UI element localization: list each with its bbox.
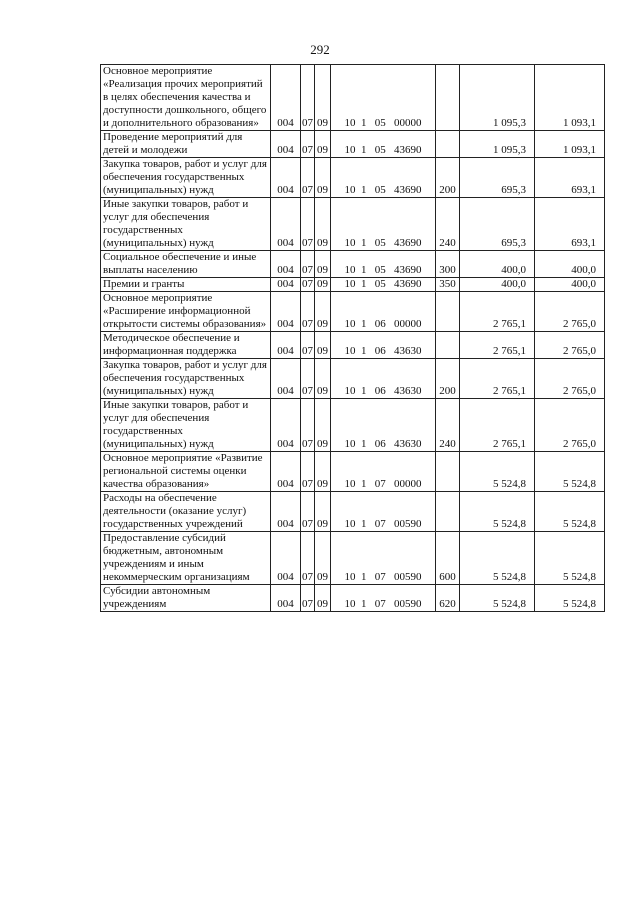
table-row [101, 332, 605, 359]
cell-amount-1: 2 765,1 [460, 292, 535, 332]
row-name: Социальное обеспечение и иные выплаты населению [101, 251, 271, 278]
cell-admin-code: 004 [271, 492, 301, 532]
cell-amount-2: 5 524,8 [535, 452, 605, 492]
cell-subsection-code: 09 [315, 251, 331, 278]
cell-admin-code: 004 [271, 158, 301, 198]
table-row [101, 492, 605, 532]
cell-subsection-code: 09 [315, 278, 331, 292]
row-name: Иные закупки товаров, работ и услуг для обеспечения государственных (муниципальных) нужд [101, 399, 271, 452]
table-row [101, 452, 605, 492]
table-row [101, 585, 605, 612]
cell-target-article: 10 1 06 00000 [331, 292, 436, 332]
cell-section-code: 07 [301, 452, 315, 492]
cell-target-article: 10 1 06 43630 [331, 332, 436, 359]
cell-amount-2: 400,0 [535, 251, 605, 278]
cell-subsection-code: 09 [315, 532, 331, 585]
cell-admin-code: 004 [271, 131, 301, 158]
cell-target-article: 10 1 07 00590 [331, 532, 436, 585]
cell-admin-code: 004 [271, 278, 301, 292]
cell-expense-type: 200 [436, 359, 460, 399]
cell-subsection-code: 09 [315, 585, 331, 612]
cell-subsection-code: 09 [315, 292, 331, 332]
cell-expense-type: 620 [436, 585, 460, 612]
cell-amount-2: 2 765,0 [535, 332, 605, 359]
cell-expense-type: 300 [436, 251, 460, 278]
cell-section-code: 07 [301, 131, 315, 158]
cell-section-code: 07 [301, 251, 315, 278]
cell-amount-1: 2 765,1 [460, 332, 535, 359]
row-name: Иные закупки товаров, работ и услуг для обеспечения государственных (муниципальных) нужд [101, 198, 271, 251]
cell-admin-code: 004 [271, 359, 301, 399]
cell-target-article: 10 1 05 00000 [331, 65, 436, 131]
cell-amount-2: 693,1 [535, 198, 605, 251]
row-name: Предоставление субсидий бюджетным, автономным учреждениям и иным некоммерческим организациям [101, 532, 271, 585]
table-row [101, 65, 605, 131]
cell-amount-2: 5 524,8 [535, 585, 605, 612]
cell-subsection-code: 09 [315, 198, 331, 251]
cell-subsection-code: 09 [315, 359, 331, 399]
cell-expense-type: 240 [436, 198, 460, 251]
row-name: Расходы на обеспечение деятельности (оказание услуг) государственных учреждений [101, 492, 271, 532]
cell-amount-1: 695,3 [460, 158, 535, 198]
cell-amount-1: 5 524,8 [460, 492, 535, 532]
cell-expense-type [436, 492, 460, 532]
cell-expense-type: 200 [436, 158, 460, 198]
cell-expense-type [436, 452, 460, 492]
cell-target-article: 10 1 05 43690 [331, 131, 436, 158]
cell-expense-type [436, 65, 460, 131]
cell-expense-type: 240 [436, 399, 460, 452]
cell-amount-2: 2 765,0 [535, 399, 605, 452]
page-number: 292 [310, 42, 330, 57]
cell-section-code: 07 [301, 399, 315, 452]
cell-section-code: 07 [301, 158, 315, 198]
cell-admin-code: 004 [271, 292, 301, 332]
cell-admin-code: 004 [271, 532, 301, 585]
cell-target-article: 10 1 06 43630 [331, 359, 436, 399]
cell-section-code: 07 [301, 492, 315, 532]
cell-subsection-code: 09 [315, 65, 331, 131]
cell-amount-1: 400,0 [460, 278, 535, 292]
row-name: Основное мероприятие «Расширение информационной открытости системы образования» [101, 292, 271, 332]
cell-amount-1: 400,0 [460, 251, 535, 278]
cell-expense-type: 600 [436, 532, 460, 585]
cell-amount-1: 1 095,3 [460, 65, 535, 131]
cell-admin-code: 004 [271, 251, 301, 278]
table-row [101, 399, 605, 452]
cell-amount-1: 695,3 [460, 198, 535, 251]
cell-expense-type [436, 131, 460, 158]
cell-subsection-code: 09 [315, 452, 331, 492]
cell-target-article: 10 1 05 43690 [331, 278, 436, 292]
budget-table [100, 64, 605, 612]
cell-target-article: 10 1 07 00000 [331, 452, 436, 492]
cell-expense-type [436, 332, 460, 359]
table-row [101, 131, 605, 158]
cell-target-article: 10 1 05 43690 [331, 198, 436, 251]
row-name: Премии и гранты [101, 278, 271, 292]
cell-section-code: 07 [301, 532, 315, 585]
cell-target-article: 10 1 07 00590 [331, 585, 436, 612]
cell-amount-2: 1 093,1 [535, 131, 605, 158]
cell-subsection-code: 09 [315, 332, 331, 359]
row-name: Методическое обеспечение и информационная поддержка [101, 332, 271, 359]
cell-admin-code: 004 [271, 452, 301, 492]
table-row [101, 198, 605, 251]
cell-section-code: 07 [301, 359, 315, 399]
cell-subsection-code: 09 [315, 492, 331, 532]
cell-admin-code: 004 [271, 332, 301, 359]
cell-expense-type: 350 [436, 278, 460, 292]
cell-expense-type [436, 292, 460, 332]
cell-admin-code: 004 [271, 585, 301, 612]
cell-section-code: 07 [301, 585, 315, 612]
cell-amount-1: 2 765,1 [460, 359, 535, 399]
row-name: Субсидии автономным учреждениям [101, 585, 271, 612]
table-row [101, 292, 605, 332]
table-row [101, 251, 605, 278]
cell-amount-2: 2 765,0 [535, 292, 605, 332]
cell-amount-1: 2 765,1 [460, 399, 535, 452]
cell-section-code: 07 [301, 332, 315, 359]
cell-amount-2: 5 524,8 [535, 492, 605, 532]
row-name: Закупка товаров, работ и услуг для обеспечения государственных (муниципальных) нужд [101, 359, 271, 399]
cell-amount-1: 5 524,8 [460, 585, 535, 612]
cell-target-article: 10 1 05 43690 [331, 251, 436, 278]
cell-amount-2: 1 093,1 [535, 65, 605, 131]
cell-amount-2: 5 524,8 [535, 532, 605, 585]
cell-section-code: 07 [301, 292, 315, 332]
cell-amount-2: 693,1 [535, 158, 605, 198]
cell-admin-code: 004 [271, 399, 301, 452]
table-row [101, 158, 605, 198]
cell-target-article: 10 1 06 43630 [331, 399, 436, 452]
cell-amount-1: 5 524,8 [460, 532, 535, 585]
cell-admin-code: 004 [271, 65, 301, 131]
cell-admin-code: 004 [271, 198, 301, 251]
row-name: Основное мероприятие «Развитие региональной системы оценки качества образования» [101, 452, 271, 492]
cell-amount-1: 5 524,8 [460, 452, 535, 492]
cell-amount-2: 2 765,0 [535, 359, 605, 399]
cell-target-article: 10 1 05 43690 [331, 158, 436, 198]
table-row [101, 532, 605, 585]
cell-amount-1: 1 095,3 [460, 131, 535, 158]
cell-subsection-code: 09 [315, 158, 331, 198]
cell-subsection-code: 09 [315, 399, 331, 452]
cell-section-code: 07 [302, 278, 313, 290]
cell-section-code: 07 [301, 198, 315, 251]
cell-target-article: 10 1 07 00590 [331, 492, 436, 532]
row-name: Проведение мероприятий для детей и молодежи [101, 131, 271, 158]
table-row [101, 359, 605, 399]
row-name: Основное мероприятие «Реализация прочих мероприятий в целях обеспечения качества и доступности дошкольного, общего и дополнительного образования» [101, 65, 271, 131]
cell-subsection-code: 09 [315, 131, 331, 158]
row-name: Закупка товаров, работ и услуг для обеспечения государственных (муниципальных) нужд [101, 158, 271, 198]
table-row [101, 278, 605, 292]
cell-amount-2: 400,0 [535, 278, 605, 292]
cell-section-code: 07 [301, 65, 315, 131]
